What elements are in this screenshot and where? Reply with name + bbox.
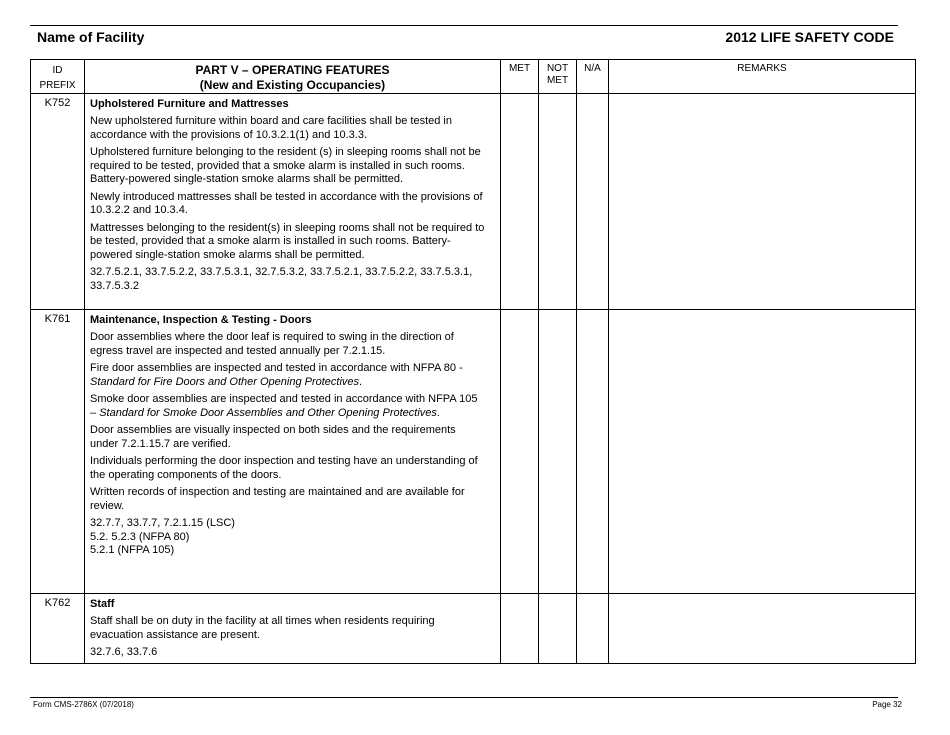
requirement-text: Door assemblies where the door leaf is required to swing in the direction of egress travel are inspected and tested annually per 7.2.1.15. <box>90 331 454 357</box>
remarks-cell[interactable] <box>609 310 916 594</box>
k-tag-table <box>30 59 916 664</box>
top-rule <box>30 25 898 26</box>
requirement-text <box>90 393 486 420</box>
reference-line: 5.2.1 (NFPA 105) <box>90 544 175 556</box>
na-cell[interactable] <box>577 594 609 664</box>
met-cell[interactable] <box>501 94 539 310</box>
requirement-text: Door assemblies are visually inspected on both sides and the requirements under 7.2.1.15.7 are verified. <box>90 424 456 450</box>
requirement-text: Mattresses belonging to the resident(s) in sleeping rooms shall not be required to be tested, provided that a smoke alarm is installed in such rooms. Battery-powered single-station smoke alarms shall be permitted. <box>90 221 485 261</box>
met-cell[interactable] <box>501 310 539 594</box>
requirement-text <box>90 362 486 389</box>
standard-title: Standard for Fire Doors and Other Opening Protectives <box>90 375 360 388</box>
not-met-cell[interactable] <box>539 310 577 594</box>
text-segment: Smoke door assemblies are inspected and tested in accordance with NFPA 105 – <box>90 393 478 419</box>
na-cell[interactable] <box>577 94 609 310</box>
reference-line: 5.2. 5.2.3 (NFPA 80) <box>90 530 190 543</box>
page-number: Page 32 <box>872 700 902 709</box>
not-met-header <box>539 60 577 94</box>
id-header-line1: ID <box>52 65 63 76</box>
reference-text: 32.7.6, 33.7.6 <box>90 646 158 658</box>
requirement-title: Maintenance, Inspection & Testing - Doors <box>90 314 312 326</box>
requirement-text: Staff shall be on duty in the facility at all times when residents requiring evacuation assistance are present. <box>90 615 435 641</box>
remarks-cell[interactable] <box>609 94 916 310</box>
text-segment: . <box>359 375 363 388</box>
reference-text: 32.7.5.2.1, 33.7.5.2.2, 33.7.5.3.1, 32.7.5.3.2, 33.7.5.2.1, 33.7.5.2.2, 33.7.5.3.1, 33.7.5.3.2 <box>90 266 473 292</box>
remarks-cell[interactable] <box>609 594 916 664</box>
na-header: N/A <box>577 60 609 94</box>
reference-text <box>90 517 486 558</box>
id-prefix-cell: K762 <box>31 594 85 664</box>
table-row <box>31 94 916 310</box>
part-header-line1: PART V – OPERATING FEATURES <box>195 63 390 77</box>
id-prefix-cell: K761 <box>31 310 85 594</box>
not-met-cell[interactable] <box>539 594 577 664</box>
part-header <box>85 60 501 94</box>
facility-name-label: Name of Facility <box>37 29 145 45</box>
form-id: Form CMS-2786X (07/2018) <box>33 700 134 709</box>
requirement-title: Staff <box>90 598 115 610</box>
requirement-cell <box>85 594 501 664</box>
part-header-line2: (New and Existing Occupancies) <box>199 78 386 92</box>
not-met-header-line1: NOT <box>546 63 569 74</box>
id-prefix-header <box>31 60 85 94</box>
id-header-line2: PREFIX <box>39 80 76 91</box>
table-row <box>31 594 916 664</box>
reference-line: 32.7.7, 33.7.7, 7.2.1.15 (LSC) <box>90 517 235 529</box>
requirement-title: Upholstered Furniture and Mattresses <box>90 98 289 110</box>
id-prefix-cell: K752 <box>31 94 85 310</box>
requirement-cell <box>85 310 501 594</box>
requirement-text: Newly introduced mattresses shall be tested in accordance with the provisions of 10.3.2.2 and 10.3.4. <box>90 190 483 216</box>
footer-rule <box>30 697 898 698</box>
table-row <box>31 310 916 594</box>
not-met-header-line2: MET <box>546 75 569 86</box>
requirement-text: New upholstered furniture within board and care facilities shall be tested in accordance with the provisions of 10.3.2.1(1) and 10.3.3. <box>90 115 452 141</box>
na-cell[interactable] <box>577 310 609 594</box>
requirement-cell <box>85 94 501 310</box>
requirement-text: Written records of inspection and testing are maintained and are available for review. <box>90 486 465 512</box>
code-title: 2012 LIFE SAFETY CODE <box>725 29 894 45</box>
requirement-text: Individuals performing the door inspection and testing have an understanding of the operating components of the doors. <box>90 455 478 481</box>
text-segment: Fire door assemblies are inspected and tested in accordance with NFPA 80 - <box>90 362 463 374</box>
header-row <box>31 60 916 94</box>
not-met-cell[interactable] <box>539 94 577 310</box>
remarks-header: REMARKS <box>609 60 916 94</box>
met-header: MET <box>501 60 539 94</box>
text-segment: . <box>436 406 440 419</box>
met-cell[interactable] <box>501 594 539 664</box>
standard-title: Standard for Smoke Door Assemblies and Other Opening Protectives <box>99 406 437 419</box>
requirement-text: Upholstered furniture belonging to the resident (s) in sleeping rooms shall not be required to be tested, provided that a smoke alarm is installed in such rooms. Battery-powered single-station smoke alarms shall be permitted. <box>90 146 481 185</box>
